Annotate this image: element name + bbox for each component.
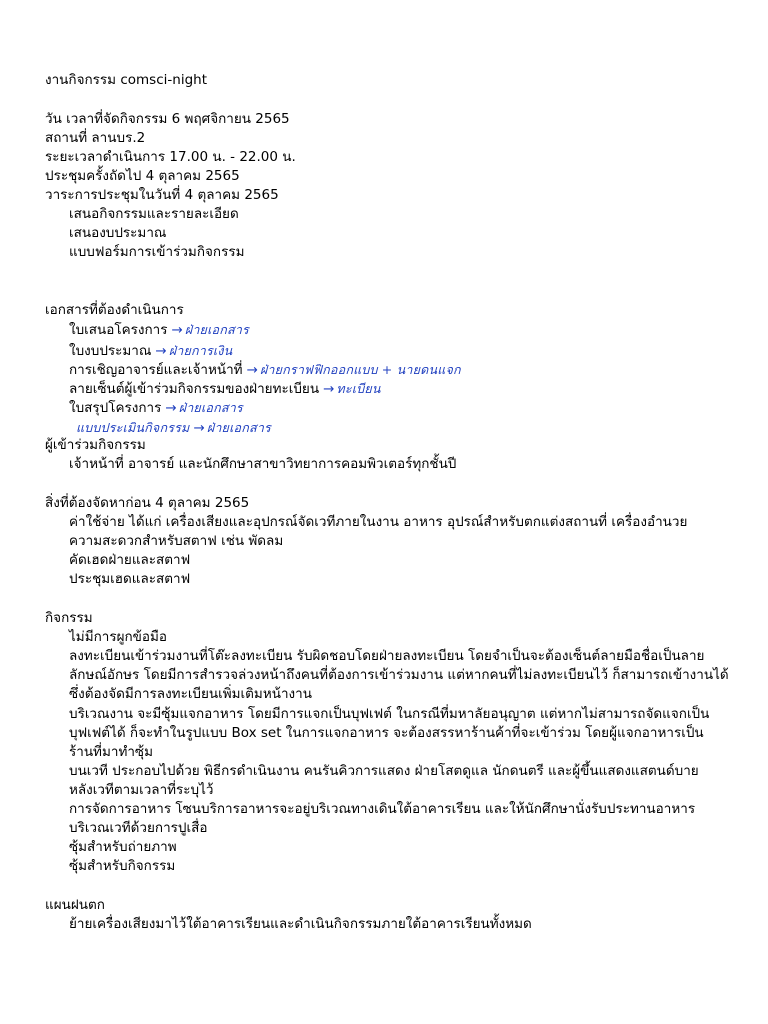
activity-line: บริเวณงาน จะมีซุ้มแจกอาหาร โดยมีการแจกเป็นบุฟเฟต์ ในกรณีที่มหาลัยอนุญาต แต่หากไม่สามารถจัดแจกเป็น [69,706,710,722]
arrow-icon: → [155,343,167,359]
arrow-icon: → [193,420,205,436]
handwritten-note: ฝ่ายเอกสาร [184,322,249,337]
agenda-item: เสนองบประมาณ [69,225,167,241]
event-place: สถานที่ ลานบร.2 [45,130,146,146]
activity-line: ซุ้มสำหรับถ่ายภาพ [69,839,177,855]
prepare-line: ความสะดวกสำหรับสตาฟ เช่น พัดลม [69,533,284,549]
event-date: วัน เวลาที่จัดกิจกรรม 6 พฤศจิกายน 2565 [45,111,290,127]
document-item [69,399,243,417]
activities-heading: กิจกรรม [45,610,93,626]
document-item-label: ใบงบประมาณ [69,343,152,359]
document-item [69,321,249,339]
document-item [69,342,232,360]
next-meeting: ประชุมครั้งถัดไป 4 ตุลาคม 2565 [45,168,240,184]
agenda-item: เสนอกิจกรรมและรายละเอียด [69,206,239,222]
document-item-label: ใบเสนอโครงการ [69,322,168,338]
event-time: ระยะเวลาดำเนินการ 17.00 น. - 22.00 น. [45,149,296,165]
arrow-icon: → [165,400,177,416]
document-item-label: ลายเซ็นต์ผู้เข้าร่วมกิจกรรมของฝ่ายทะเบียน [69,381,320,397]
activity-line: ลงทะเบียนเข้าร่วมงานที่โต๊ะลงทะเบียน รับผิดชอบโดยฝ่ายลงทะเบียน โดยจำเป็นจะต้องเซ็นต์ลายมือชื่อเป็นลาย [69,648,705,664]
handwritten-note: ฝ่ายการเงิน [168,343,233,358]
prepare-line: ค่าใช้จ่าย ได้แก่ เครื่องเสียงและอุปกรณ์จัดเวทีภายในงาน อาหาร อุปรณ์สำหรับตกแต่งสถานที่ เครื่องอำนวย [69,514,688,530]
participants-text: เจ้าหน้าที่ อาจารย์ และนักศึกษาสาขาวิทยาการคอมพิวเตอร์ทุกชั้นปี [69,456,457,472]
activity-line: หลังเวทีตามเวลาที่ระบุไว้ [69,782,214,798]
activity-line: บนเวที ประกอบไปด้วย พิธีกรดำเนินงาน คนรันคิวการแสดง ฝ่ายโสตดูแล นักดนตรี และผู้ขึ้นแสดงแสตนด์บาย [69,763,699,779]
arrow-icon: → [246,362,258,378]
handwritten-note: ฝ่ายกราฟฟิกออกแบบ + นายดนแจก [259,362,461,377]
handwritten-note: ทะเบียน [336,381,381,396]
agenda-item: แบบฟอร์มการเข้าร่วมกิจกรรม [69,244,245,260]
handwritten-item-label: แบบประเมินกิจกรรม [76,420,190,435]
agenda-heading: วาระการประชุมในวันที่ 4 ตุลาคม 2565 [45,187,279,203]
activity-line: ไม่มีการผูกข้อมือ [69,629,168,645]
documents-heading: เอกสารที่ต้องดำเนินการ [45,302,184,318]
document-item [69,361,461,379]
arrow-icon: → [323,381,335,397]
document-title: งานกิจกรรม comsci-night [45,72,207,88]
prepare-line: ประชุมเฮดและสตาฟ [69,571,191,587]
document-item-label: ใบสรุปโครงการ [69,400,162,416]
handwritten-note: ฝ่ายเอกสาร [206,420,271,435]
activity-line: ซุ้มสำหรับกิจกรรม [69,858,176,874]
activity-line: บุฟเฟต์ได้ ก็จะทำในรูปแบบ Box set ในการแจกอาหาร จะต้องสรรหาร้านค้าที่จะเข้าร่วม โดยผู้แจกอาหารเป็น [69,725,704,741]
handwritten-note: ฝ่ายเอกสาร [178,400,243,415]
rain-plan-heading: แผนฝนตก [45,897,105,913]
activity-line: ซึ่งต้องจัดมีการลงทะเบียนเพิ่มเติมหน้างาน [69,686,312,702]
activity-line: ลักษณ์อักษร โดยมีการสำรวจล่วงหน้าถึงคนที่ต้องการเข้าร่วมงาน แต่หากคนที่ไม่ลงทะเบียนไว้ ก็สามารถเข้างานได้ [69,667,729,683]
activity-line: ร้านที่มาทำซุ้ม [69,744,153,760]
rain-plan-text: ย้ายเครื่องเสียงมาไว้ใต้อาคารเรียนและดำเนินกิจกรรมภายใต้อาคารเรียนทั้งหมด [69,916,532,932]
document-item [69,380,381,398]
prepare-heading: สิ่งที่ต้องจัดหาก่อน 4 ตุลาคม 2565 [45,495,250,511]
activity-line: บริเวณเวทีด้วยการปูเสื่อ [69,820,208,836]
prepare-line: คัดเฮดฝ่ายและสตาฟ [69,552,191,568]
arrow-icon: → [171,322,183,338]
activity-line: การจัดการอาหาร โซนบริการอาหารจะอยู่บริเวณทางเดินใต้อาคารเรียน และให้นักศึกษานั่งรับประทานอาหาร [69,801,696,817]
participants-heading: ผู้เข้าร่วมกิจกรรม [45,437,146,453]
document-item-label: การเชิญอาจารย์และเจ้าหน้าที่ [69,362,243,378]
handwritten-extra-item [76,419,271,437]
